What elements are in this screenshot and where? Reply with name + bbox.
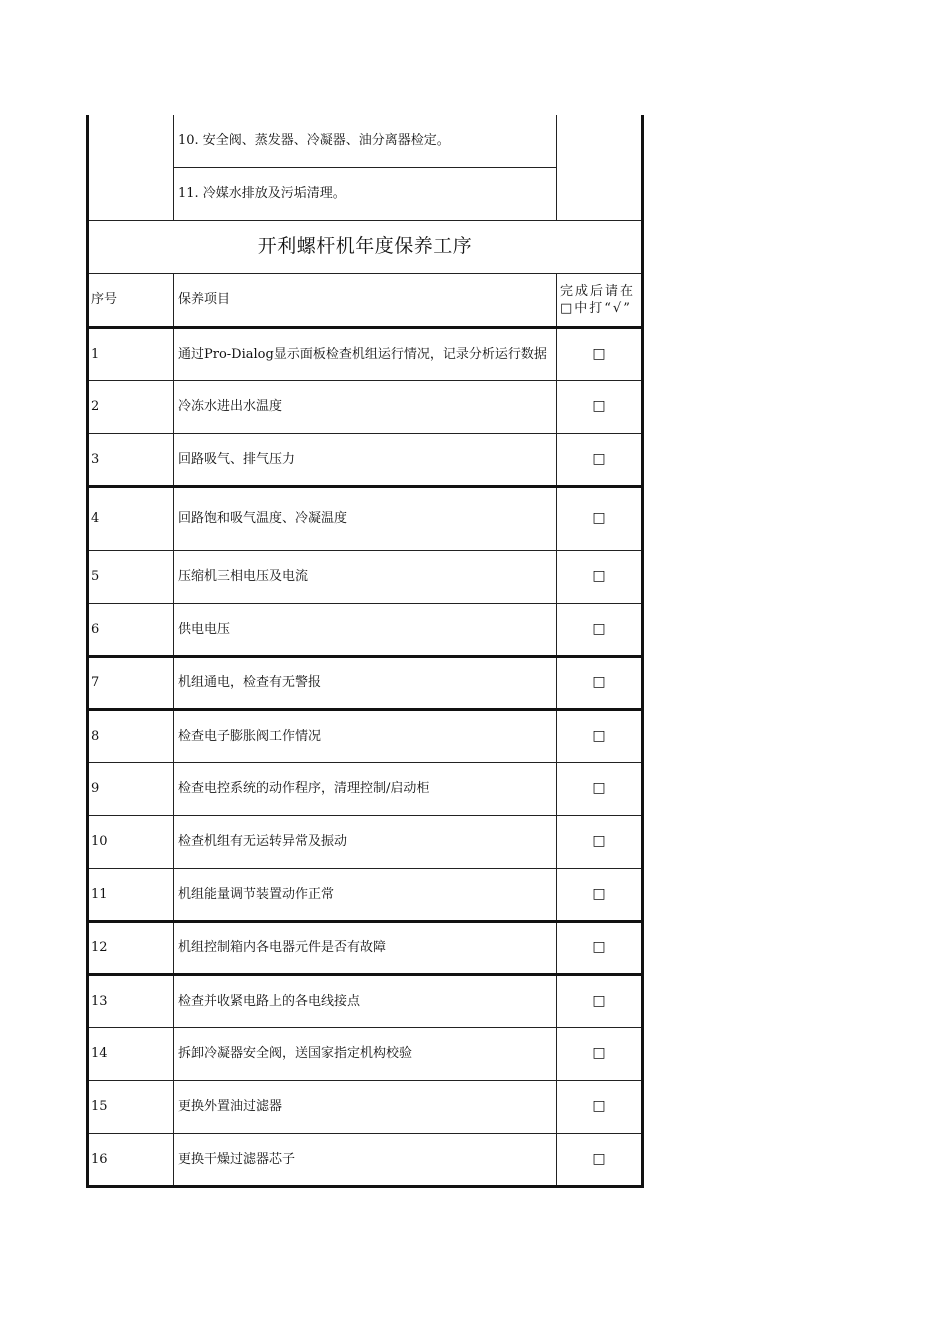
section-title: 开利螺杆机年度保养工序: [88, 220, 643, 273]
row-checkbox[interactable]: □: [557, 550, 643, 603]
row-item: 机组能量调节装置动作正常: [174, 868, 557, 921]
table-row: [88, 603, 643, 656]
table-row: [88, 921, 643, 974]
row-item: 机组控制箱内各电器元件是否有故障: [174, 921, 557, 974]
table-row: [88, 815, 643, 868]
row-checkbox[interactable]: □: [557, 868, 643, 921]
row-checkbox[interactable]: □: [557, 709, 643, 762]
row-no: 4: [88, 486, 174, 550]
row-checkbox[interactable]: □: [557, 486, 643, 550]
row-item: 拆卸冷凝器安全阀，送国家指定机构校验: [174, 1027, 557, 1080]
row-item: 更换外置油过滤器: [174, 1080, 557, 1133]
header-check: 完成后请在□中打“√”: [557, 273, 643, 327]
table-row: [88, 550, 643, 603]
row-no: 10: [88, 815, 174, 868]
row-no: 6: [88, 603, 174, 656]
maintenance-table: [86, 115, 644, 1188]
section-title-row: [88, 220, 643, 273]
row-no: 5: [88, 550, 174, 603]
continued-no-cell: [88, 115, 174, 220]
table-row: [88, 486, 643, 550]
row-no: 9: [88, 762, 174, 815]
header-item: 保养项目: [174, 273, 557, 327]
continued-step-text: 10. 安全阀、蒸发器、冷凝器、油分离器检定。: [174, 115, 557, 167]
table-row: [88, 1027, 643, 1080]
row-no: 2: [88, 380, 174, 433]
table-row: [88, 327, 643, 380]
row-item: 通过Pro-Dialog显示面板检查机组运行情况，记录分析运行数据: [174, 327, 557, 380]
row-checkbox[interactable]: □: [557, 327, 643, 380]
row-item: 回路吸气、排气压力: [174, 433, 557, 486]
row-no: 14: [88, 1027, 174, 1080]
maintenance-sheet: [86, 115, 641, 1188]
table-row: [88, 1133, 643, 1186]
table-row: [88, 433, 643, 486]
row-checkbox[interactable]: □: [557, 380, 643, 433]
row-no: 3: [88, 433, 174, 486]
table-row: [88, 974, 643, 1027]
row-no: 7: [88, 656, 174, 709]
row-checkbox[interactable]: □: [557, 921, 643, 974]
row-item: 更换干燥过滤器芯子: [174, 1133, 557, 1186]
table-row: [88, 762, 643, 815]
table-row: [88, 709, 643, 762]
row-checkbox[interactable]: □: [557, 1080, 643, 1133]
table-row: [88, 868, 643, 921]
row-no: 16: [88, 1133, 174, 1186]
row-no: 11: [88, 868, 174, 921]
row-checkbox[interactable]: □: [557, 815, 643, 868]
row-item: 压缩机三相电压及电流: [174, 550, 557, 603]
continued-step-text: 11. 冷媒水排放及污垢清理。: [174, 167, 557, 220]
row-item: 冷冻水进出水温度: [174, 380, 557, 433]
header-no: 序号: [88, 273, 174, 327]
row-checkbox[interactable]: □: [557, 1133, 643, 1186]
row-item: 检查电控系统的动作程序，清理控制/启动柜: [174, 762, 557, 815]
row-checkbox[interactable]: □: [557, 433, 643, 486]
row-checkbox[interactable]: □: [557, 762, 643, 815]
row-checkbox[interactable]: □: [557, 1027, 643, 1080]
continued-step-row: [88, 115, 643, 167]
row-checkbox[interactable]: □: [557, 603, 643, 656]
table-row: [88, 1080, 643, 1133]
row-checkbox[interactable]: □: [557, 974, 643, 1027]
row-no: 12: [88, 921, 174, 974]
row-item: 机组通电，检查有无警报: [174, 656, 557, 709]
row-item: 回路饱和吸气温度、冷凝温度: [174, 486, 557, 550]
row-no: 1: [88, 327, 174, 380]
row-item: 检查机组有无运转异常及振动: [174, 815, 557, 868]
row-no: 15: [88, 1080, 174, 1133]
table-row: [88, 380, 643, 433]
table-header-row: [88, 273, 643, 327]
row-checkbox[interactable]: □: [557, 656, 643, 709]
continued-check-cell: [557, 115, 643, 220]
row-item: 检查电子膨胀阀工作情况: [174, 709, 557, 762]
row-item: 检查并收紧电路上的各电线接点: [174, 974, 557, 1027]
row-no: 8: [88, 709, 174, 762]
table-row: [88, 656, 643, 709]
row-item: 供电电压: [174, 603, 557, 656]
row-no: 13: [88, 974, 174, 1027]
